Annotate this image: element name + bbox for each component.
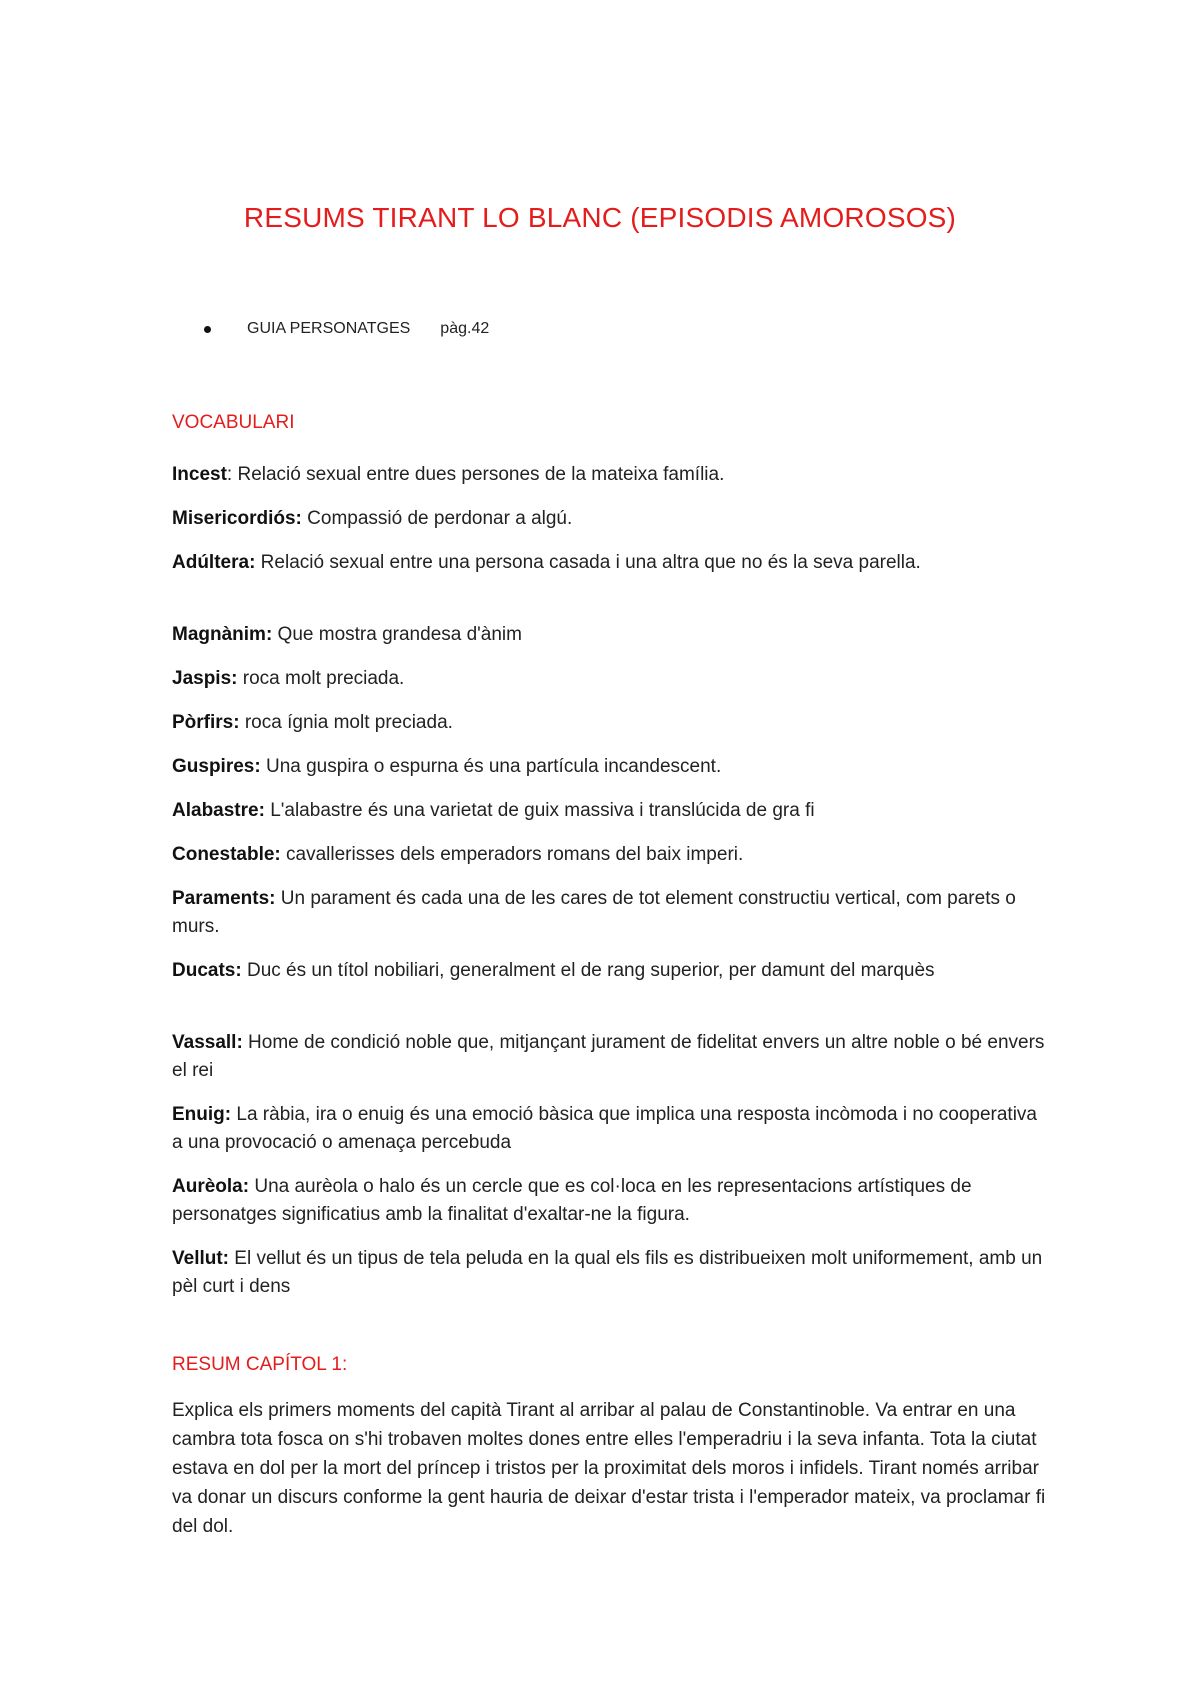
vocab-entry-jaspis	[172, 665, 1052, 693]
vocab-entry-misericordios	[172, 505, 1052, 533]
vocab-term: Magnànim:	[172, 624, 273, 645]
vocab-entry-alabastre	[172, 797, 1052, 825]
vocab-definition: Duc és un títol nobiliari, generalment el de rang superior, per damunt del marquès	[241, 960, 935, 981]
vocab-term: Enuig:	[172, 1104, 232, 1125]
vocab-entry-vassall	[172, 1029, 1052, 1085]
vocab-entry-magnanim	[172, 621, 1052, 649]
vocab-entry-incest	[172, 461, 1052, 489]
vocab-term: Jaspis:	[172, 668, 238, 689]
vocab-term: Incest	[172, 464, 227, 485]
vocab-term: Guspires:	[172, 756, 261, 777]
vocab-definition: Una guspira o espurna és una partícula incandescent.	[260, 756, 722, 777]
vocab-entry-ducats	[172, 957, 1052, 985]
vocab-definition: Que mostra grandesa d'ànim	[272, 624, 522, 645]
vocab-entry-vellut	[172, 1245, 1052, 1301]
vocab-entry-aureola	[172, 1173, 1052, 1229]
vocab-term: Misericordiós:	[172, 508, 302, 529]
vocab-definition: La ràbia, ira o enuig és una emoció bàsica que implica una resposta incòmoda i no cooperativa a una provocació o amenaça percebuda	[172, 1104, 1037, 1153]
vocab-definition: Home de condició noble que, mitjançant jurament de fidelitat envers un altre noble o bé envers el rei	[172, 1032, 1045, 1081]
vocab-term: Alabastre:	[172, 800, 265, 821]
vocab-definition: cavallerisses dels emperadors romans del baix imperi.	[280, 844, 744, 865]
summary-paragraph: Explica els primers moments del capità Tirant al arribar al palau de Constantinoble. Va entrar en una cambra tota fosca on s'hi trobaven moltes dones entre elles l'emperadriu i la seva infanta. Tota la ciutat estava en dol per la mort del príncep i tristos per la proximitat dels moros i infidels. Tirant només arribar va donar un discurs conforme la gent hauria de deixar d'estar trista i l'emperador mateix, va proclamar fi del dol.	[172, 1400, 1046, 1537]
vocab-definition: roca ígnia molt preciada.	[239, 712, 453, 733]
vocab-definition: L'alabastre és una varietat de guix massiva i translúcida de gra fi	[264, 800, 815, 821]
vocab-entry-guspires	[172, 753, 1052, 781]
bullet-label: GUIA PERSONATGES	[247, 320, 411, 337]
vocab-term: Paraments:	[172, 888, 276, 909]
vocab-definition: Compassió de perdonar a algú.	[301, 508, 573, 529]
bullet-page: pàg.42	[440, 320, 490, 337]
vocab-definition: El vellut és un tipus de tela peluda en la qual els fils es distribueixen molt uniformement, amb un pèl curt i dens	[172, 1248, 1043, 1297]
vocabulary-heading: VOCABULARI	[172, 412, 295, 433]
bullet-item	[204, 320, 489, 338]
document-title: RESUMS TIRANT LO BLANC (EPISODIS AMOROSOS)	[243, 202, 957, 233]
vocab-term: Vassall:	[172, 1032, 243, 1053]
vocab-entry-paraments	[172, 885, 1052, 941]
vocab-entry-enuig	[172, 1101, 1052, 1157]
vocab-entry-adultera	[172, 549, 1052, 577]
vocab-term: Ducats:	[172, 960, 242, 981]
vocab-entry-conestable	[172, 841, 1052, 869]
vocab-term: Adúltera:	[172, 552, 256, 573]
vocab-definition: Un parament és cada una de les cares de tot element constructiu vertical, com parets o murs.	[172, 888, 1016, 937]
vocab-term: Conestable:	[172, 844, 281, 865]
summary-heading: RESUM CAPÍTOL 1:	[172, 1354, 348, 1375]
vocab-definition: roca molt preciada.	[237, 668, 405, 689]
vocab-definition: : Relació sexual entre dues persones de la mateixa família.	[226, 464, 725, 485]
bullet-dot-icon	[204, 326, 211, 333]
vocab-term: Vellut:	[172, 1248, 230, 1269]
vocab-entry-porfirs	[172, 709, 1052, 737]
vocab-definition: Relació sexual entre una persona casada i una altra que no és la seva parella.	[255, 552, 921, 573]
vocab-term: Pòrfirs:	[172, 712, 240, 733]
vocab-definition: Una aurèola o halo és un cercle que es col·loca en les representacions artístiques de personatges significatius amb la finalitat d'exaltar-ne la figura.	[172, 1176, 972, 1225]
vocab-term: Aurèola:	[172, 1176, 250, 1197]
